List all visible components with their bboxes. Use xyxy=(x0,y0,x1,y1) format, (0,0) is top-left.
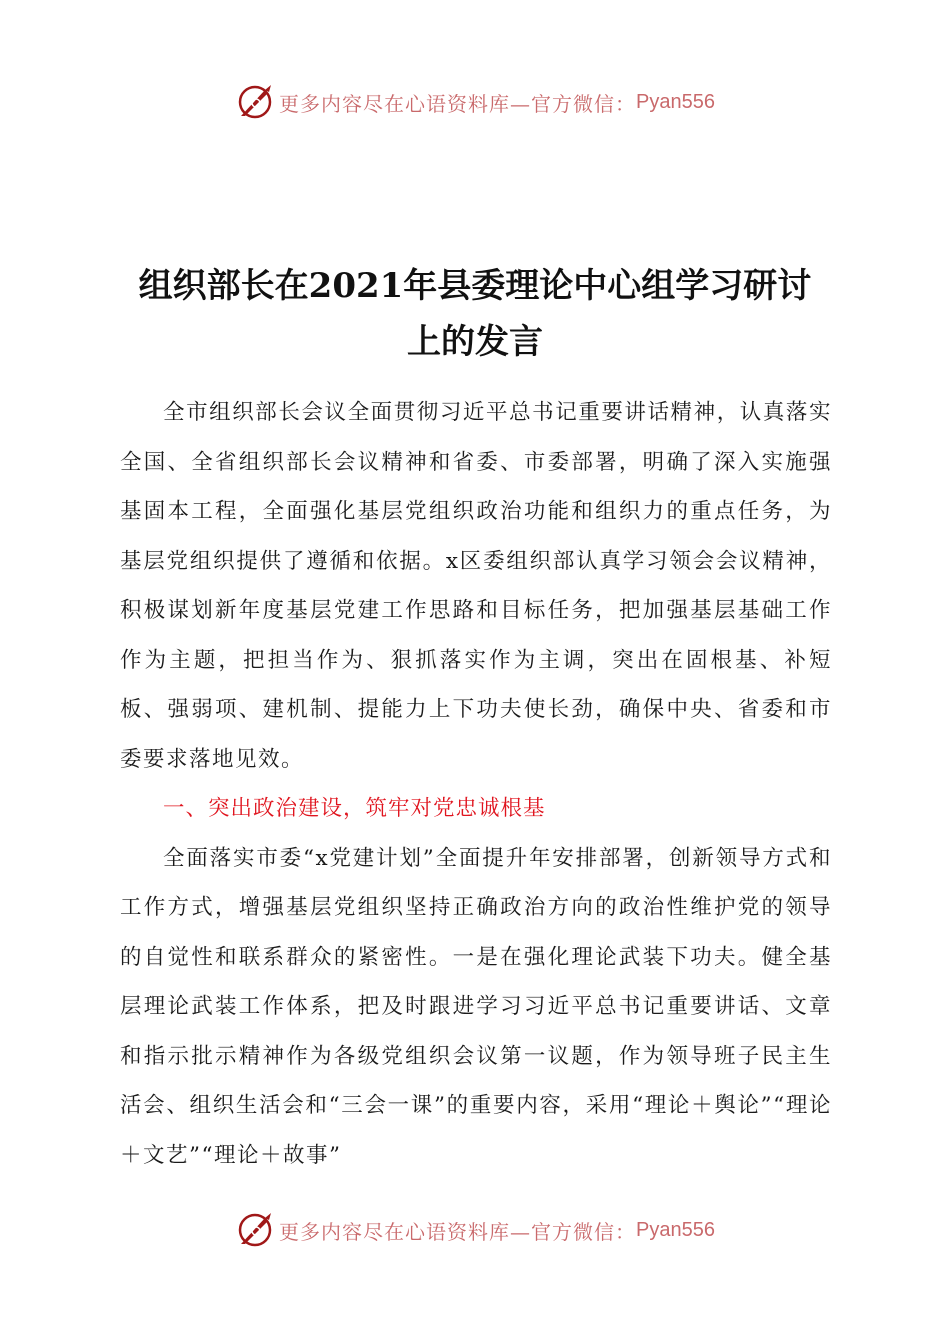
section-heading: 一、突出政治建设，筑牢对党忠诚根基 xyxy=(163,796,546,821)
header-banner-text: 更多内容尽在心语资料库—官方微信： xyxy=(279,91,637,116)
header-banner xyxy=(0,80,950,124)
title-line-2: 上的发言 xyxy=(407,322,543,362)
title-line-1: 组织部长在2021年县委理论中心组学习研讨 xyxy=(138,266,812,306)
section-paragraph: 全面落实市委“x党建计划”全面提升年安排部署，创新领导方式和工作方式，增强基层党组织坚持正确政治方向的政治性维护党的领导的自觉性和联系群众的紧密性。一是在强化理论武装下功夫。健全基层理论武装工作体系，把及时跟进学习习近平总书记重要讲话、文章和指示批示精神作为各级党组织会议第一议题，作为领导班子民主生活会、组织生活会和“三会一课”的重要内容，采用“理论＋舆论”“理论＋文艺”“理论＋故事” xyxy=(120,845,832,1168)
document-title xyxy=(100,258,850,370)
footer-banner-text: 更多内容尽在心语资料库—官方微信： xyxy=(279,1219,637,1244)
intro-paragraph: 全市组织部长会议全面贯彻习近平总书记重要讲话精神，认真落实全国、全省组织部长会议精神和省委、市委部署，明确了深入实施强基固本工程，全面强化基层党组织政治功能和组织力的重点任务，为基层党组织提供了遵循和依据。x区委组织部认真学习领会会议精神，积极谋划新年度基层党建工作思路和目标任务，把加强基层基础工作作为主题，把担当作为、狠抓落实作为主调，突出在固根基、补短板、强弱项、建机制、提能力上下功夫使长劲，确保中央、省委和市委要求落地见效。 xyxy=(120,400,832,772)
document-body xyxy=(120,388,832,1180)
footer-banner xyxy=(0,1208,950,1252)
footer-wechat-id: Pyan556 xyxy=(636,1218,715,1241)
header-wechat-id: Pyan556 xyxy=(636,90,715,113)
quill-pen-logo-icon xyxy=(235,1210,275,1250)
quill-pen-logo-icon xyxy=(235,82,275,122)
